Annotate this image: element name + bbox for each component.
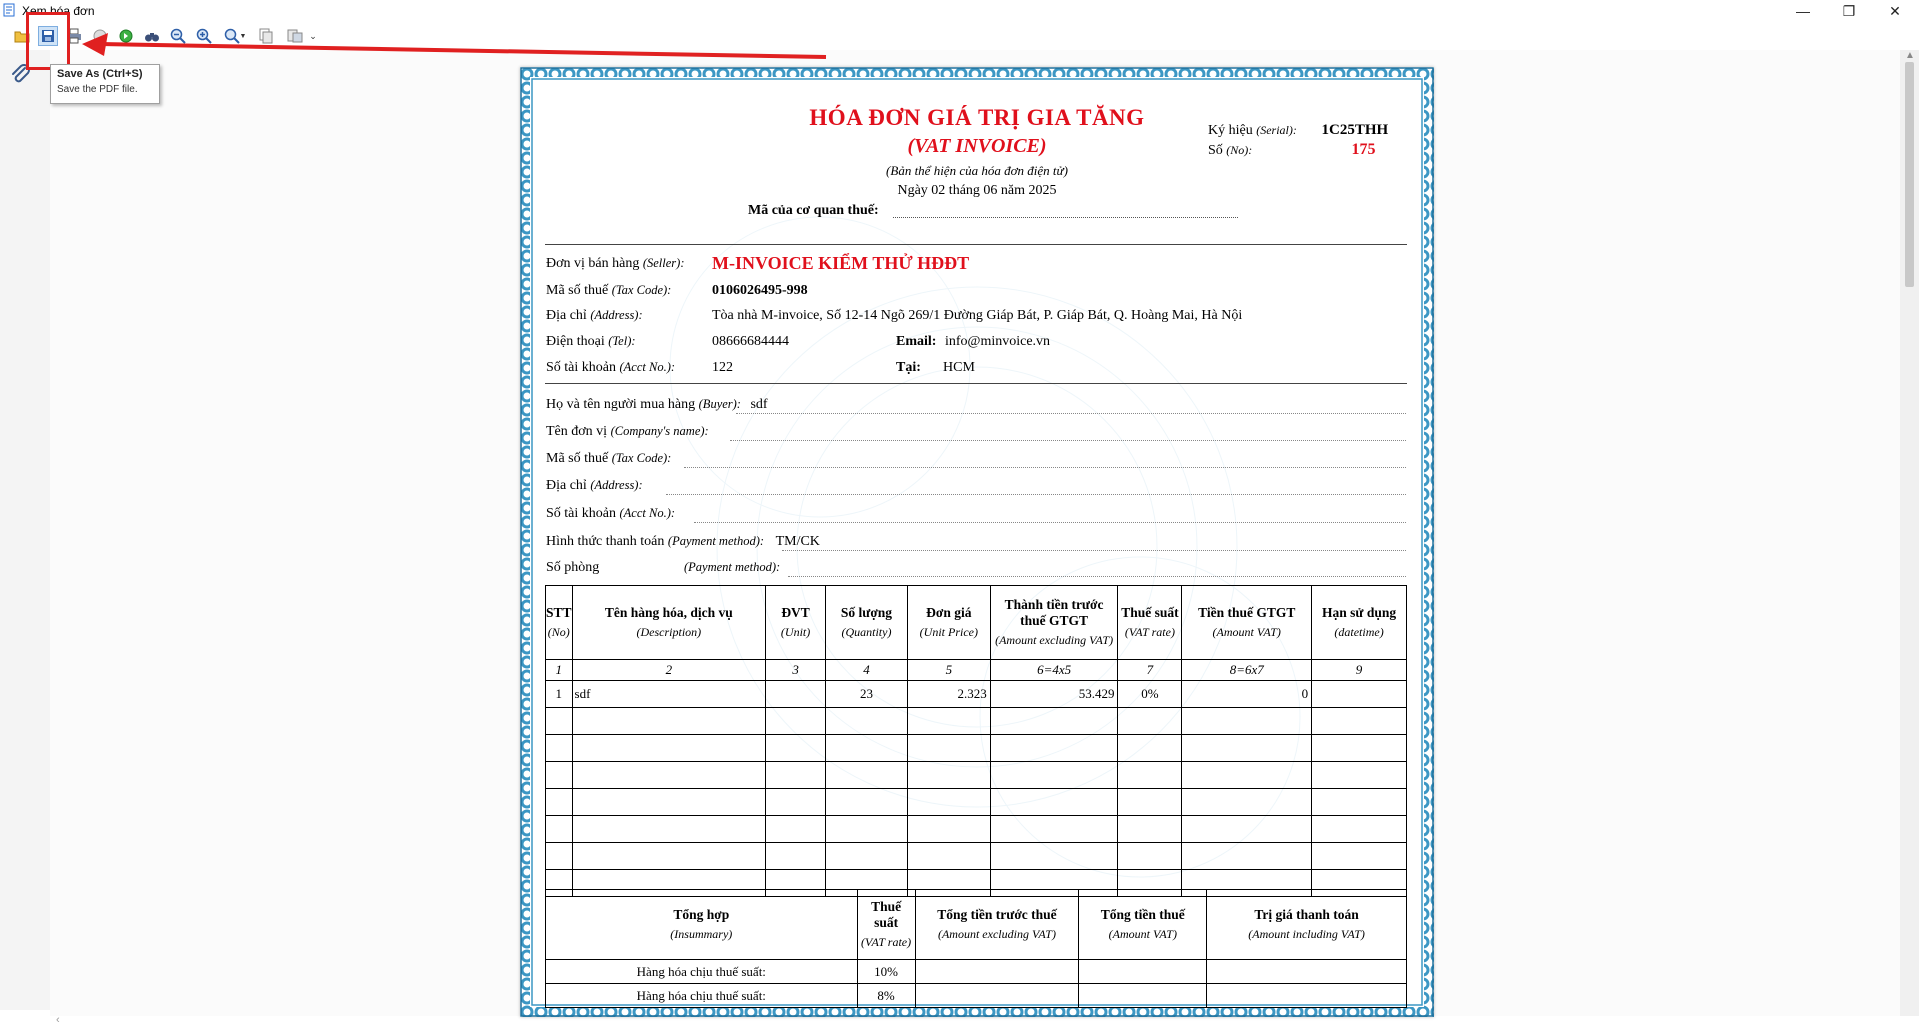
seller-address-label-en: (Address): bbox=[590, 308, 643, 322]
summary-col-header-en: (VAT rate) bbox=[861, 935, 912, 949]
buyer-company-line bbox=[730, 440, 1406, 441]
serial-value: 1C25THH bbox=[1321, 122, 1389, 138]
save-as-tooltip bbox=[50, 64, 160, 104]
table-row bbox=[546, 681, 1407, 708]
summary-label: Hàng hóa chịu thuế suất: bbox=[546, 960, 858, 984]
seller-name-label-en: (Seller): bbox=[642, 256, 685, 270]
cell-quantity: 23 bbox=[826, 681, 908, 708]
zoom-menu-button[interactable] bbox=[220, 26, 250, 46]
items-table bbox=[545, 585, 1407, 897]
index-cell: 6=4x5 bbox=[990, 660, 1118, 681]
invoice-subtitle: (VAT INVOICE) bbox=[907, 135, 1047, 157]
scrollbar-thumb[interactable] bbox=[1905, 62, 1914, 287]
summary-col-header-en: (Insummary) bbox=[670, 927, 733, 941]
page-view-button[interactable] bbox=[256, 26, 276, 46]
col-header: Số lượng bbox=[840, 605, 893, 620]
zoom-out-button[interactable] bbox=[168, 26, 188, 46]
seller-phone: 08666684444 bbox=[712, 334, 789, 349]
payment-method-label-en: (Payment method): bbox=[667, 534, 765, 548]
minimize-button[interactable]: — bbox=[1796, 3, 1810, 19]
col-header-en: (No) bbox=[547, 625, 570, 639]
buyer-address-label-en: (Address): bbox=[590, 478, 643, 492]
find-button[interactable] bbox=[142, 26, 162, 46]
invoice-note: (Bản thể hiện của hóa đơn điện tử) bbox=[886, 163, 1068, 178]
index-cell: 4 bbox=[826, 660, 908, 681]
number-label-en: (No): bbox=[1226, 143, 1253, 157]
tax-office-code-line bbox=[893, 217, 1238, 218]
room-line bbox=[788, 576, 1406, 577]
seller-phone-label: Điện thoại bbox=[546, 334, 605, 349]
buyer-name-label: Họ và tên người mua hàng bbox=[546, 397, 696, 412]
seller-email-label: Email: bbox=[896, 334, 937, 349]
back-button[interactable] bbox=[90, 26, 110, 46]
seller-name: M-INVOICE KIỂM THỬ HĐĐT bbox=[712, 253, 970, 273]
forward-icon bbox=[118, 28, 134, 44]
tooltip-description: Save the PDF file. bbox=[57, 84, 138, 95]
app-icon bbox=[3, 3, 17, 17]
divider bbox=[545, 383, 1407, 384]
divider bbox=[545, 244, 1407, 245]
col-header: Tiền thuế GTGT bbox=[1198, 605, 1296, 620]
cell-unit bbox=[766, 681, 826, 708]
serial-block bbox=[1208, 122, 1388, 159]
col-header: ĐVT bbox=[781, 605, 810, 620]
summary-col-header-en: (Amount VAT) bbox=[1108, 927, 1177, 941]
seller-phone-label-en: (Tel): bbox=[608, 334, 636, 348]
buyer-account-label: Số tài khoản bbox=[546, 506, 616, 521]
zoom-out-icon bbox=[170, 28, 186, 44]
seller-account-label: Số tài khoản bbox=[546, 360, 616, 375]
buyer-account-row bbox=[546, 506, 675, 522]
payment-method-label: Hình thức thanh toán bbox=[546, 534, 665, 549]
index-cell: 5 bbox=[907, 660, 990, 681]
table-row bbox=[546, 789, 1407, 816]
buyer-address-line bbox=[666, 494, 1406, 495]
col-header: STT bbox=[546, 605, 572, 620]
cell-unit-price: 2.323 bbox=[907, 681, 990, 708]
summary-label: Hàng hóa chịu thuế suất: bbox=[546, 984, 858, 1008]
payment-method: TM/CK bbox=[775, 534, 820, 549]
buyer-tax-line bbox=[684, 467, 1406, 468]
window-title: Xem hóa đơn bbox=[22, 4, 95, 18]
summary-rate: 10% bbox=[857, 960, 915, 984]
summary-row bbox=[546, 960, 1407, 984]
table-row bbox=[546, 735, 1407, 762]
side-panel bbox=[0, 50, 50, 1010]
seller-address-row bbox=[546, 308, 1243, 324]
buyer-tax-label-en: (Tax Code): bbox=[611, 451, 672, 465]
invoice-page bbox=[520, 67, 1434, 1017]
col-header-en: (datetime) bbox=[1334, 625, 1384, 639]
summary-col-header: Trị giá thanh toán bbox=[1254, 907, 1359, 922]
scroll-up-icon[interactable]: ▲ bbox=[1905, 50, 1915, 61]
index-cell: 2 bbox=[572, 660, 766, 681]
table-row bbox=[546, 762, 1407, 789]
index-cell: 7 bbox=[1118, 660, 1182, 681]
index-cell: 3 bbox=[766, 660, 826, 681]
scroll-left-icon[interactable]: ‹ bbox=[56, 1014, 60, 1026]
vertical-scrollbar[interactable] bbox=[1900, 50, 1919, 1016]
chevron-down-icon: ⌄ bbox=[309, 30, 317, 41]
seller-name-label: Đơn vị bán hàng bbox=[546, 256, 640, 271]
buyer-tax-label: Mã số thuế bbox=[546, 451, 609, 466]
room-row bbox=[546, 560, 781, 576]
summary-col-header: Tổng hợp bbox=[673, 907, 730, 922]
buyer-name-label-en: (Buyer): bbox=[698, 397, 741, 411]
zoom-icon bbox=[224, 28, 240, 44]
seller-account-row bbox=[546, 360, 975, 376]
col-header: Hạn sử dụng bbox=[1321, 605, 1397, 620]
room-label: Số phòng bbox=[546, 560, 600, 575]
col-header: Đơn giá bbox=[926, 605, 972, 620]
seller-tax-code: 0106026495-998 bbox=[712, 283, 808, 298]
tooltip-title: Save As (Ctrl+S) bbox=[57, 68, 143, 80]
buyer-name-row bbox=[546, 397, 768, 413]
buyer-name-line bbox=[736, 413, 1406, 414]
col-header-en: (Unit) bbox=[780, 625, 811, 639]
invoice-title: HÓA ĐƠN GIÁ TRỊ GIA TĂNG bbox=[809, 105, 1145, 130]
index-cell: 9 bbox=[1312, 660, 1407, 681]
buyer-account-label-en: (Acct No.): bbox=[619, 506, 676, 520]
layout-menu-button[interactable] bbox=[282, 26, 322, 46]
zoom-in-icon bbox=[196, 28, 212, 44]
cell-description: sdf bbox=[572, 681, 766, 708]
seller-address-label: Địa chỉ bbox=[546, 308, 587, 323]
seller-bank-label: Tại: bbox=[896, 360, 921, 375]
back-icon bbox=[92, 28, 108, 44]
seller-phone-row bbox=[546, 334, 1051, 350]
buyer-address-label: Địa chỉ bbox=[546, 478, 587, 493]
summary-col-header-en: (Amount excluding VAT) bbox=[937, 927, 1056, 941]
index-cell: 1 bbox=[546, 660, 573, 681]
summary-header-row bbox=[546, 890, 1407, 960]
items-header-row bbox=[546, 586, 1407, 660]
layout-icon bbox=[287, 28, 303, 44]
col-header: Tên hàng hóa, dịch vụ bbox=[604, 605, 733, 620]
col-header-en: (Amount excluding VAT) bbox=[995, 633, 1114, 647]
col-header: Thành tiền trước thuế GTGT bbox=[1004, 597, 1104, 628]
forward-button[interactable] bbox=[116, 26, 136, 46]
items-index-row bbox=[546, 660, 1407, 681]
binoculars-icon bbox=[144, 28, 160, 44]
pages-icon bbox=[258, 28, 274, 44]
table-row bbox=[546, 816, 1407, 843]
buyer-account-line bbox=[694, 522, 1406, 523]
number-label: Số bbox=[1208, 143, 1223, 158]
cell-expiry bbox=[1312, 681, 1407, 708]
tax-office-code-label: Mã của cơ quan thuế: bbox=[748, 203, 879, 218]
col-header-en: (Quantity) bbox=[841, 625, 892, 639]
seller-address: Tòa nhà M-invoice, Số 12-14 Ngõ 269/1 Đường Giáp Bát, P. Giáp Bát, Q. Hoàng Mai, Hà Nội bbox=[712, 308, 1243, 323]
buyer-address-row bbox=[546, 478, 643, 494]
summary-rate: 8% bbox=[857, 984, 915, 1008]
title-bar bbox=[0, 0, 1919, 22]
chevron-down-icon: ▼ bbox=[239, 32, 247, 40]
summary-row bbox=[546, 984, 1407, 1008]
room-label-en: (Payment method): bbox=[684, 560, 781, 574]
col-header: Thuế suất bbox=[1121, 605, 1179, 620]
seller-bank: HCM bbox=[943, 360, 975, 375]
col-header-en: (Description) bbox=[636, 625, 702, 639]
seller-account: 122 bbox=[712, 360, 733, 375]
summary-col-header: Tổng tiền thuế bbox=[1100, 907, 1185, 922]
cell-amount: 53.429 bbox=[990, 681, 1118, 708]
table-row bbox=[546, 843, 1407, 870]
seller-tax-label: Mã số thuế bbox=[546, 283, 609, 298]
buyer-tax-row bbox=[546, 451, 671, 467]
seller-tax-label-en: (Tax Code): bbox=[611, 283, 672, 297]
close-button[interactable]: ✕ bbox=[1889, 3, 1901, 19]
col-header-en: (Unit Price) bbox=[919, 625, 978, 639]
payment-method-line bbox=[782, 550, 1406, 551]
cell-stt: 1 bbox=[546, 681, 573, 708]
serial-label: Ký hiệu bbox=[1208, 123, 1253, 138]
summary-col-header: Thuế suất bbox=[871, 899, 902, 930]
buyer-company-row bbox=[546, 424, 709, 440]
invoice-date: Ngày 02 tháng 06 năm 2025 bbox=[897, 183, 1057, 198]
seller-email: info@minvoice.vn bbox=[945, 334, 1051, 349]
cell-vat-amount: 0 bbox=[1182, 681, 1312, 708]
annotation-highlight-box bbox=[26, 12, 70, 70]
seller-name-row bbox=[546, 253, 970, 273]
payment-method-row bbox=[546, 534, 820, 550]
summary-col-header-en: (Amount including VAT) bbox=[1248, 927, 1365, 941]
col-header-en: (VAT rate) bbox=[1124, 625, 1175, 639]
zoom-in-button[interactable] bbox=[194, 26, 214, 46]
cell-vat-rate: 0% bbox=[1118, 681, 1182, 708]
serial-label-en: (Serial): bbox=[1256, 123, 1297, 137]
summary-col-header: Tổng tiền trước thuế bbox=[937, 907, 1057, 922]
table-row bbox=[546, 708, 1407, 735]
buyer-company-label: Tên đơn vị bbox=[546, 424, 608, 439]
invoice-number: 175 bbox=[1351, 141, 1376, 158]
buyer-name: sdf bbox=[750, 397, 768, 412]
buyer-company-label-en: (Company's name): bbox=[610, 424, 709, 438]
col-header-en: (Amount VAT) bbox=[1212, 625, 1281, 639]
summary-table bbox=[545, 889, 1407, 1008]
restore-button[interactable]: ❐ bbox=[1842, 3, 1856, 19]
index-cell: 8=6x7 bbox=[1182, 660, 1312, 681]
seller-tax-row bbox=[546, 283, 808, 299]
seller-account-label-en: (Acct No.): bbox=[619, 360, 676, 374]
